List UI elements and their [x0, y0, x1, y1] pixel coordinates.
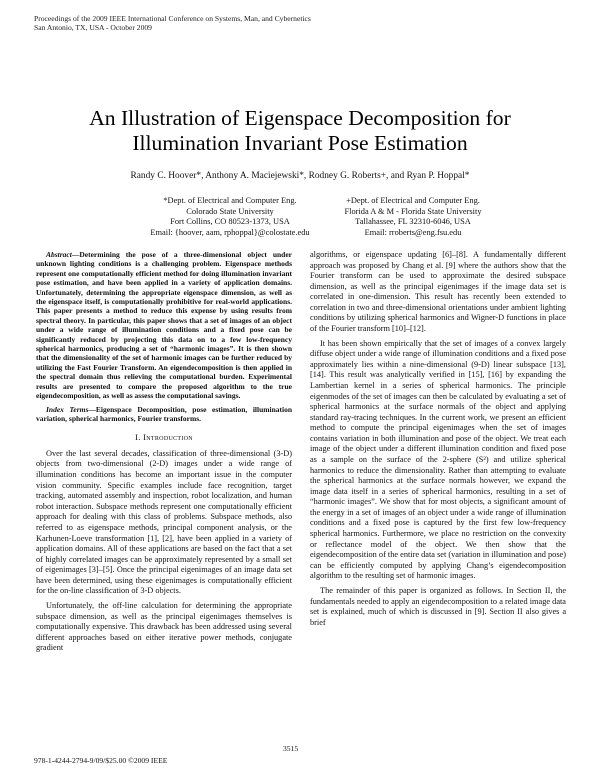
author-list: Randy C. Hoover*, Anthony A. Maciejewski*, Rodney G. Roberts+, and Ryan P. Hoppal*: [130, 171, 470, 181]
conference-header: [34, 14, 311, 33]
title-line-1: An Illustration of Eigenspace Decomposition for: [89, 106, 511, 130]
affiliation-left-university: Colorado State University: [186, 206, 274, 216]
affiliation-right-address: Tallahassee, FL 32310-6046, USA: [355, 217, 471, 227]
abstract: [36, 250, 292, 423]
intro-paragraph-1: Over the last several decades, classification of three-dimensional (3-D) objects from two-dimensional (2-D) images under a wide range of illumination conditions has become an important issue in the computer vision community. Specific examples include face recognition, target tracking, automated assembly and inspection, robot localization, and human robot interaction. Subspace methods represent one computationally efficient approach for dealing with this class of problems. Subspace methods, also referred to as eigenspace methods, principal component analysis, or the Karhunen-Loeve transformation [1], [2], have been applied in a variety of application domains. All of these applications are based on the fact that a set of highly correlated images can be approximately represented by a small set of eigenimages [3]–[5]. Once the principal eigenimages of an image data set have been determined, using these eigenimages is computationally efficient for the on-line classification of 3-D objects.: [36, 448, 292, 596]
right-paragraph-2: It has been shown empirically that the set of images of a convex largely diffuse object under a wide range of illumination conditions and a fixed pose approximately lies within a nine-dimensional (9-D) linear subspace [13], [14]. This result was analytically verified in [15], [16] by expanding the Lambertian kernel in a series of spherical harmonics. The principle eigenmodes of the set of images can then be calculated by evaluating a set of spherical harmonics at the surface normals of the object and applying standard ray-tracing techniques. In the current work, we present an efficient method to compute the principal eigenimages when the set of images contains variation in both illumination and pose of the object. We treat each image of the object under a different illumination condition and fixed pose as a sample on the surface of the 2-sphere (S²) and utilize spherical harmonics to reduce the dimensionality. Rather than attempting to evaluate the spherical harmonics at the surface normals however, we expand the image data itself in a series of spherical harmonics, resulting in a set of “harmonic images”. We show that for most objects, a significant amount of the energy in a set of images of an object under a wide range of illumination conditions and a fixed pose is captured by the first few low-frequency spherical harmonics. Furthermore, we place no restriction on the convexity or reflectance model of the object. We then show that the eigendecomposition of the entire data set (variation in illumination and pose) can be efficiently computed by applying Chang’s eigendecomposition algorithm to the resulting set of harmonic images.: [310, 338, 566, 581]
intro-paragraph-2: Unfortunately, the off-line calculation for determining the appropriate subspace dimension, as well as the principal eigenimages themselves is computationally expensive. This drawback has been addressed using several different approaches based on either iterative power methods, conjugate gradient: [36, 600, 292, 653]
paper-title: [0, 106, 600, 156]
page-number: 3515: [283, 744, 299, 753]
header-line-1: Proceedings of the 2009 IEEE International Conference on Systems, Man, and Cybernetics: [34, 14, 311, 23]
abstract-text: —Determining the pose of a three-dimensional object under unknown lighting conditions is a challenging problem. Eigenspace methods represent one computationally efficient method for doing illumination invariant pose estimation, and have been applied in a variety of application domains. Unfortunately, determining the appropriate eigenspace dimension, as well as the eigenspace itself, is computationally prohibitive for real-world applications. This paper presents a method to reduce this expense by using results from spectral theory. In particular, this paper shows that a set of images of an object under a wide range of illumination conditions and a fixed pose can be significantly reduced by projecting this data on to a few low-frequency spherical harmonics, producing a set of “harmonic images”. It is then shown that the dimensionality of the set of harmonic images can be further reduced by utilizing the Fast Fourier Transform. An eigendecomposition is then applied in the spectral domain thus relieving the computational burden. Experimental results are presented to compare the proposed algorithm to the true eigendecomposition, as well as assess the computational savings.: [36, 250, 292, 401]
title-line-2: Illumination Invariant Pose Estimation: [132, 131, 468, 155]
right-paragraph-1: algorithms, or eigenspace updating [6]–[8]. A fundamentally different approach was proposed by Chang et al. [9] where the authors show that the Fourier transform can be used to approximate the desired subspace dimension, as well as the principal eigenimages if the image data set is correlated in one-dimension. This result has recently been extended to correlation in two and three-dimensional orientations under ambient lighting conditions by utilizing spherical harmonics and Wigner-D functions in place of the Fourier transform [10]–[12].: [310, 250, 566, 334]
affiliation-right-email: Email: rroberts@eng.fsu.edu: [364, 227, 462, 237]
abstract-label: Abstract: [46, 250, 72, 259]
affiliation-right-university: Florida A & M - Florida State University: [344, 206, 482, 216]
affiliation-right: [313, 196, 513, 238]
affiliation-left-address: Fort Collins, CO 80523-1373, USA: [170, 217, 290, 227]
affiliation-left: [130, 196, 330, 238]
right-paragraph-3: The remainder of this paper is organized as follows. In Section II, the fundamentals needed to apply an eigendecomposition to a related image data set is explained, much of which is discussed in [9]. Section II also gives a brief: [310, 585, 566, 627]
copyright-isbn: 978-1-4244-2794-9/09/$25.00 ©2009 IEEE: [34, 756, 168, 765]
right-column: [310, 250, 566, 628]
header-line-2: San Antonio, TX, USA - October 2009: [34, 23, 152, 33]
section-heading-introduction: I. Introduction: [135, 432, 193, 443]
index-terms-text: —Eigenspace Decomposition, pose estimation, illumination variation, spherical harmonics, Fourier transforms.: [36, 404, 292, 423]
index-terms-label: Index Terms: [46, 404, 89, 414]
affiliation-left-dept: *Dept. of Electrical and Computer Eng.: [163, 196, 297, 205]
affiliation-right-dept: +Dept. of Electrical and Computer Eng.: [346, 196, 480, 205]
left-column: [36, 250, 292, 654]
affiliation-left-email: Email: {hoover, aam, rphoppal}@colostate.edu: [150, 227, 310, 237]
